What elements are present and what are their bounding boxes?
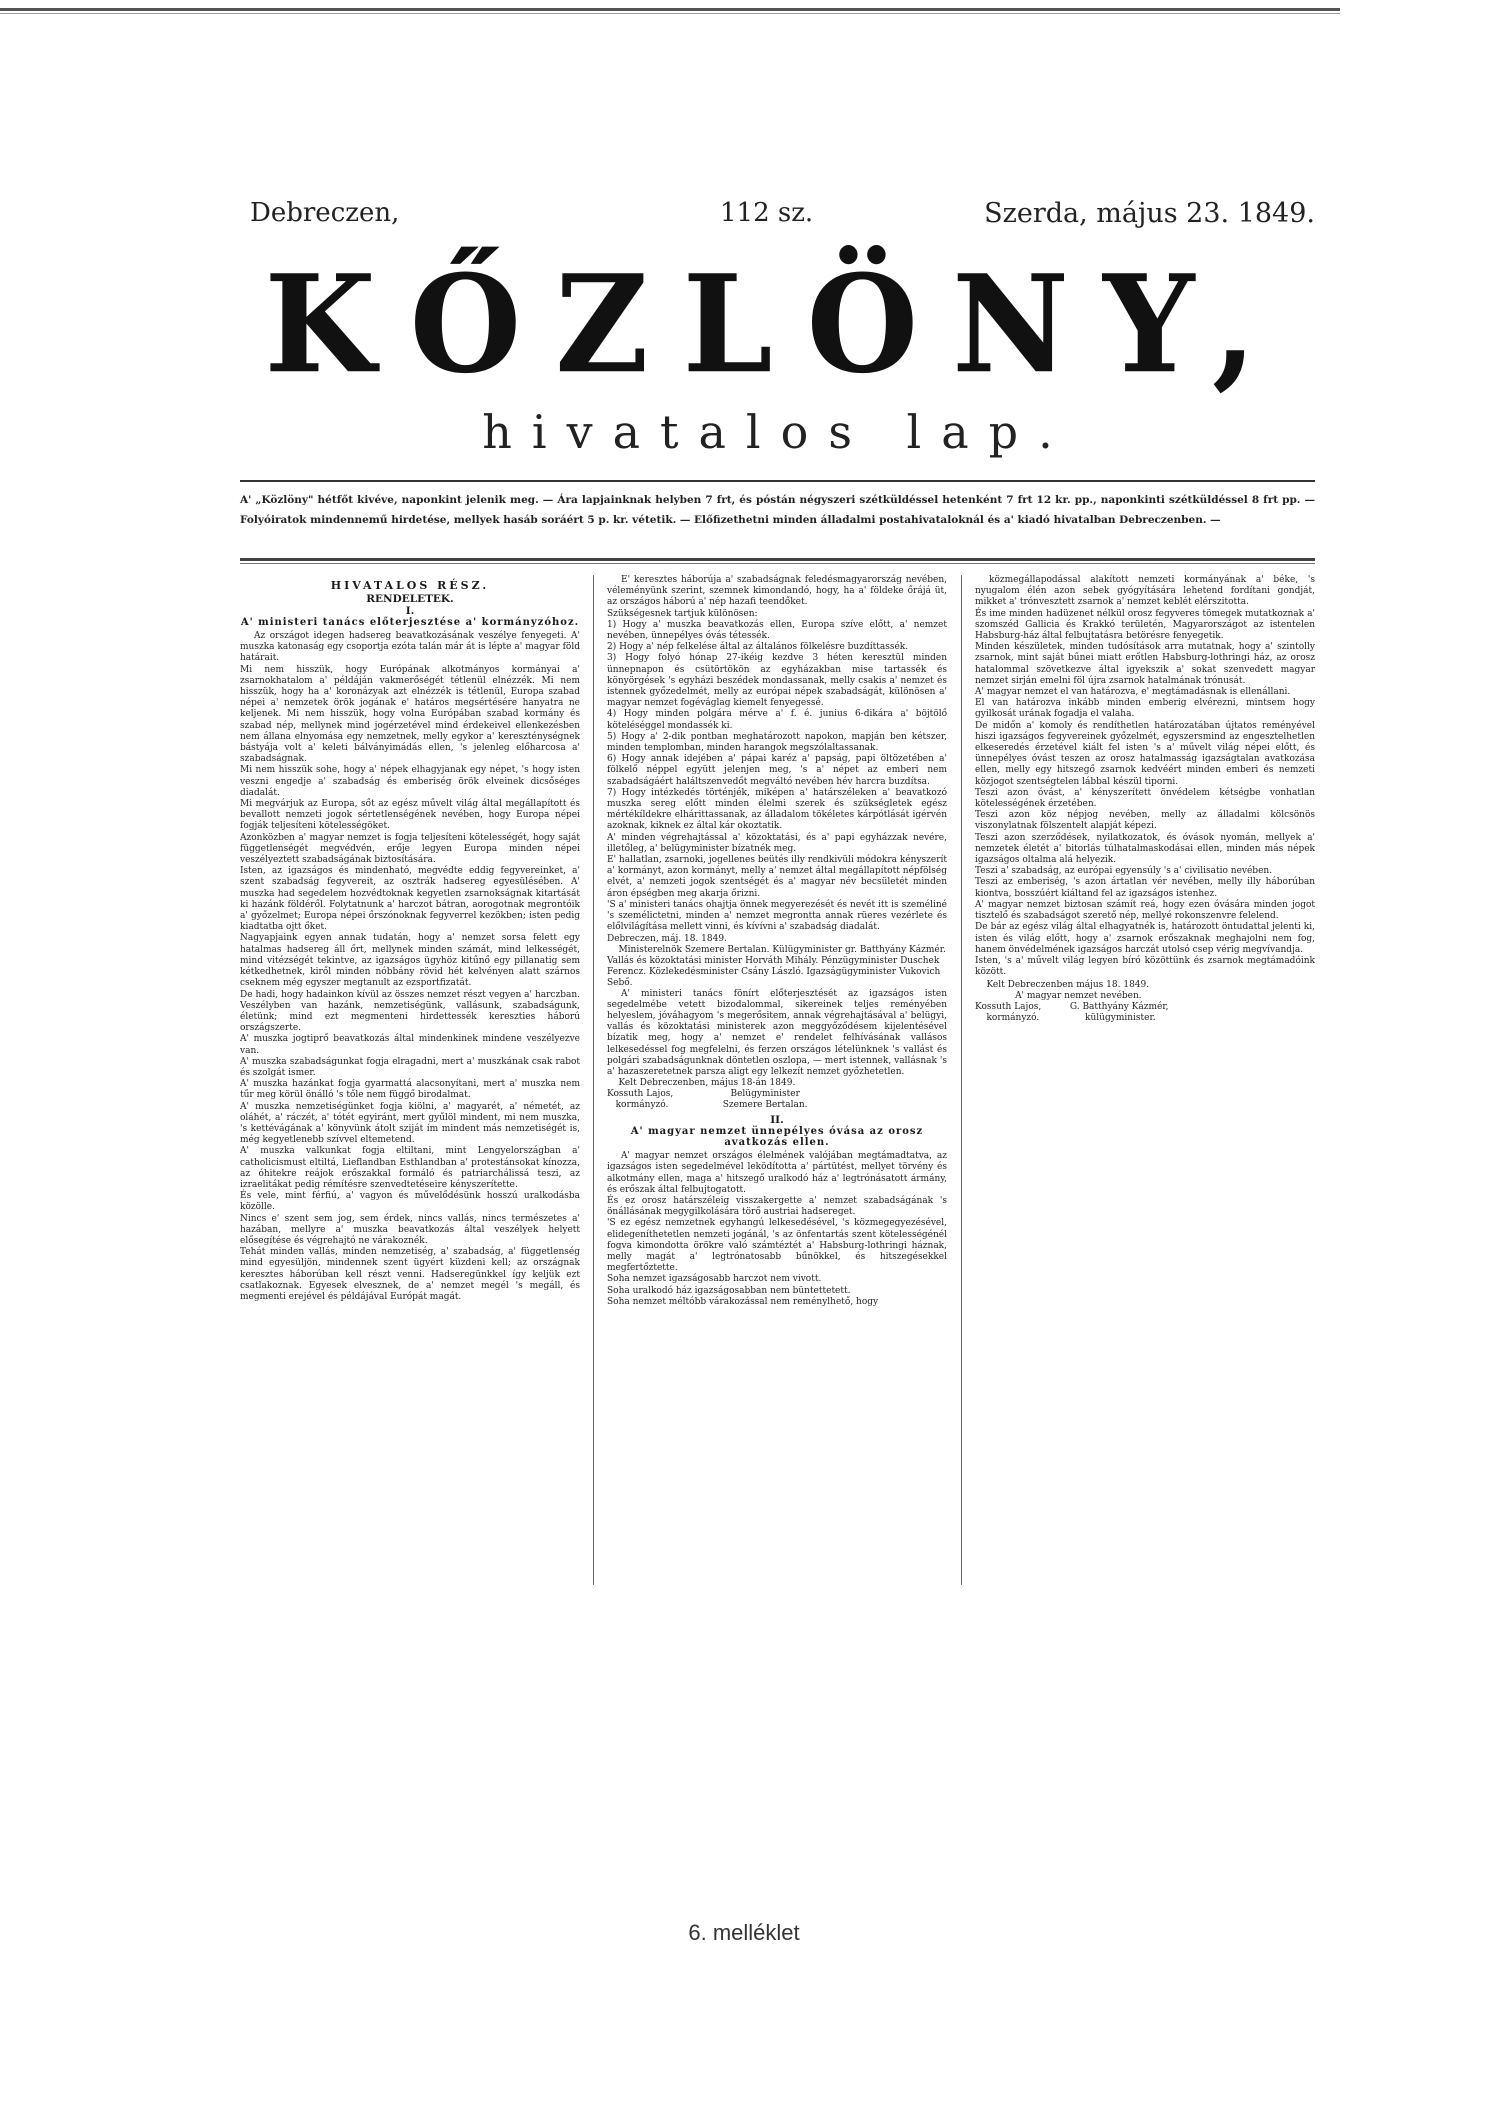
governor-signature: Kelt Debreczenben, május 18-án 1849. Kossuth Lajos, Belügyminister kormányzó. Szemere Bertalan. xyxy=(607,1078,808,1111)
place-of-publication: Debreczen, xyxy=(250,198,400,228)
issue-number: 112 sz. xyxy=(720,198,814,228)
dateline xyxy=(240,190,1315,240)
protest-numeral: II. xyxy=(770,1114,784,1127)
masthead-subtitle: hivatalos lap. xyxy=(482,405,1073,459)
header-rule xyxy=(240,480,1315,482)
protest-continuation: közmegállapodással alakított nemzeti kormányának a' béke, 's nyugalom élén azon sebek gyógyítására lehetend fordítani gondját, mikket a' trónvesztett zsarnok a' nemzet keblét elérszitotta. És ime minden hadüzenet nélkül orosz fegyveres tömegek mutatkoznak a' szomszéd Gallicia és Krakkó területén, Magyarországot az istentelen Habsburg-ház által felbujtatásra betörésre fenyegetik. Minden készületek, minden tudósítások arra mutatnak, hogy a' szintolly zsarnok, mint saját bűnei miatt erőtlen Habsburg-lothringi ház, az orosz hatalommal szövetkezve által igyekszik a' sokat szenvedett magyar nemzet sirján emelni föl újra zsarnok hatalmának trónusát. A' magyar nemzet el van határozva, e' megtámadásnak is ellenállani. El van határozva inkább minden emberig elvérezni, mintsem hogy gyilkosát urának fogadja el valaha. De midőn a' komoly és rendíthetlen határozatában újtatos reményével hiszi igazságos fegyvereinek győzelmét, egyszersmind az engesztelhetlen elkeseredés érzetével kiált fel isten 's a' művelt világ népei előtt, és ünnepélyes óvást teszen az orosz hatalmasság igazságtalan avatkozása ellen, melly egy hitszegő zsarnok kedvéért minden emberi és nemzeti közjogot szentségtelen lábbal készül tiporni. Teszi azon óvást, a' kényszerített önvédelem kétségbe vonhatlan kötelességének érzetében. Teszi azon köz népjog nevében, melly az álladalmi kölcsönös viszonylatnak fölszentelt alapját képezi. Teszi azon szerződések, nyilatkozatok, és óvások nyomán, mellyek a' nemzetek életét a' bitorlás túlhatalmaskodásai ellen, minden más népek igazságos oltalma alá helyezik. Teszi a' szabadság, az európai egyensúly 's a' civilisatio nevében. Teszi az emberiség, 's azon ártatlan vér nevében, melly illy háborúban kiontva, bosszúért kiáltand fel az igazságos istenhez. A' magyar nemzet biztosan számít reá, hogy ezen óvására minden jogot tisztelő és szabadságot szerető nép, mellyé rokonszenvre felelend. De bár az egész világ által elhagyatnék is, határozott öntudattal jelenti ki, isten és világ előtt, hogy a' zsarnok erőszaknak meghajolni nem fog, hanem önvédelmének igazságos harczát utolsó csep vérig megvívandja. Isten, 's a' művelt világ legyen bíró közöttünk és zsarnok megtámadóink között. xyxy=(975,575,1315,978)
top-edge-rule xyxy=(0,8,1340,11)
ministers-signature: Debreczen, máj. 18. 1849. Ministerelnök Szemere Bertalan. Külügyminister gr. Batthyány Kázmér. Vallás és közoktatási minister Horváth Mihály. Pénzügyminister Duschek Ferencz. Közlekedésminister Csány László. Igazságügyminister Vukovich Sebő. xyxy=(607,933,946,988)
column-divider xyxy=(961,575,962,1585)
decree-heading: A' ministeri tanács előterjesztése a' kormányzóhoz. xyxy=(240,617,580,628)
protest-heading: A' magyar nemzet ünnepélyes óvása az orosz avatkozás ellen. xyxy=(630,1126,924,1149)
governor-approval: A' ministeri tanács fönírt előterjesztését az igazságos isten segedelmébe vetett bizodalommal, sikereinek teljes reményében helyeslem, jóváhagyom 's megerősitem, annak végrehajtásával a' belügyi, vallás és közoktatási ministerek azon meggyőződésem kijelentésével bízatik meg, hogy a' nemzet e' rendelet felhívásának vallásos lelkesedéssel fog megfelelni, és ferzen országos lételünknek 's vallást és polgári szabadságunknak döntetlen oszlopa, — mert istennek, vallásnak 's a' hazaszeretetnek parsza aligt egy lelkezít nemzet győzhetetlen. xyxy=(607,988,950,1077)
protest-body: A' magyar nemzet országos élelmének valójában megtámadtatva, az igazságos isten segedelmével leködította a' pártütést, mellyet törvény és alkotmány ellen, maga a' hitszegő uralkodó ház a' legtrónásatott ármány, és erőszak által felbujtogatott. És ez orosz határszéleig visszakergette a' nemzet szabadságának 's önállásának megygilkolására törő austriai hadsereget. 'S ez egész nemzetnek egyhangú lelkesedésével, 's közmegegyezésével, elidegeníthetetlen nemzeti jogánál, 's az önfentartás szent kötelességénél fogva kimondotta örökre való számtéztét a' Habsburg-lothringi háznak, melly magát a' legtrónatosabb bűnökkel, és hitszegésekkel megfertőztette. Soha nemzet igazságosabb harczot nem vivott. Soha uralkodó ház igazságosabban nem büntettetett. Soha nemzet méltóbb várakozással nem reménylhető, hogy xyxy=(607,1151,947,1307)
section-rule-thin xyxy=(240,563,1315,564)
section-rule-thick xyxy=(240,558,1315,561)
column-divider xyxy=(593,575,594,1585)
column-2 xyxy=(607,575,950,1585)
article-columns xyxy=(240,575,1315,1595)
publication-date: Szerda, május 23. 1849. xyxy=(984,198,1315,229)
decree-continuation: E' keresztes háborúja a' szabadságnak feledésmagyarország nevében, véleményünk szerint, szemnek kimondandó, hogy, ha a' földeke őrájá üt, az országos háború a' nép hazafi teendőket. Szükségesnek tartjuk különösen: 1) Hogy a' muszka beavatkozás ellen, Europa szíve előtt, a' nemzet nevében, ünnepélyes óvás tétessék. 2) Hogy a' nép felkelése által az általános fölkelésre buzdíttassék. 3) Hogy folyó hónap 27-ikéig kezdve 3 héten keresztül minden ünnepnapon és csütörtökön az egyházakban mise tartassék és könyörgések 's egyházi beszédek mondassanak, melly csakis a' nemzet és istennek győzedelmét, melly az európai népek szabadságát, különösen a' magyar nemzet fogéváglag kiemelt fenyegessé. 4) Hogy minden polgára mérve a' f. é. junius 6-dikára a' böjtölő köteléséggel mondassék ki. 5) Hogy a' 2-dik pontban meghatározott napokon, mapján ben kétszer, minden templomban, minden harangok megszólaltassanak. 6) Hogy annak idejében a' pápai karéz a' papság, papi öltözetében a' fölkelő néppel együtt jelenjen meg, 's a' népet az emberi nem szabadságáért haláltszenvedőt megváltó nevében hév harcra buzdítsa. 7) Hogy intézkedés történjék, miképen a' határszéleken a' beavatkozó muszka sereg előtt minden élelmi szerek és szükségletek egész mértékíldekre elhárittassanak, az álladalom tökéletes kárpótlását igérvén azoknak, kiknek ez által kár okoztatik. A' minden végrehajtással a' közoktatási, és a' papi egyházzak nevére, illetőleg, a' belügyminister bízatnék meg. E' hallatlan, zsarnoki, jogellenes beütés illy rendkivüli módokra kényszerít a' kormányt, azon kormányt, melly a' nemzet által megállapított népfölség elvét, a' nemzeti jogok szentségét és a' magyar név becsületét minden áron épségben meg akarja őrizni. 'S a' ministeri tanács ohajtja önnek megyerezését és nevét itt is személiné 's személictetni, minden a' nemzet megrontta annak rüeres vezérlete és előlvilágítása mellett vinni, és kívívni a' szabadság diadalát. xyxy=(607,575,948,933)
top-edge-rule-thin xyxy=(0,13,1340,14)
section-heading: HIVATALOS RÉSZ. xyxy=(330,579,490,592)
column-1 xyxy=(240,575,580,1585)
subscription-notice: A' „Közlöny" hétfőt kivéve, naponkint jelenik meg. — Ára lapjainknak helyben 7 frt, és póstán négyszeri szétküldéssel hetenként 7 frt 12 kr. pp., naponkinti szétküldéssel 8 frt pp. — Folyóiratok mindennemű hirdetése, mellyek hasáb soráért 5 p. kr. vétetik. — Előfizethetni minden álladalmi postahivataloknál és a' kiadó hivatalban Debreczenben. — xyxy=(240,494,1315,526)
protest-signature: Kelt Debreczenben május 18. 1849. A' magyar nemzet nevében. Kossuth Lajos, G. Batthyány Kázmér, kormányzó. külügyminister. xyxy=(975,980,1169,1024)
attachment-label: 6. melléklet xyxy=(688,1920,800,1945)
decree-body: Az országot idegen hadsereg beavatkozásának veszélye fenyegeti. A' muszka katonaság egy csoportja ezóta talán már át is lépte a' magyar föld határait. Mi nem hisszük, hogy Európának alkotmányos kormányai a' zsarnokhatalom a' példáján vakmerőségét tétlenül elnézzék. Mi nem hisszük, hogy ha a' koronázyak azt elnézzék is tétlenül, Europa szabad népei a' nemzetek örök jogának e' határos megsértésére hanyatra ne keljenek. Mi nem hisszük, hogy volna Európában szabad kormány és szabad nép, mellynek mind jogérzetével mind érdekeivel ellenkezésben nem állana elnyomása egy nemzetnek, melly egykor a' kereszténységnek bástyája volt a' keleti bálványimádás ellen, 's jelenleg előharcosa a' szabadságnak. Mi nem hisszük sohe, hogy a' népek elhagyjanak egy népet, 's hogy isten veszni engedje a' szabadság és emberiség örök elveinek dicsőséges diadalát. Mi megvárjuk az Europa, sőt az egész művelt világ által megállapított és bevallott nemzeti jogok sértetlenségének nevében, hogy Europa népei fogják teljesíteni kötelességöket. Azonközben a' magyar nemzet is fogja teljesíteni kötelességét, hogy saját függetlenségét megvédvén, erője legyen Europa minden népei veszélyeztett szabadságának biztosítására. Isten, az igazságos és mindenható, megvédte eddig fegyvereinket, a' szent szabadság fegyvereit, az osztrák hadsereg egyesülésében. A' muszka had segedelem hozvédtoknak kegyetlen zsarnokságnak kitartását ki hazánk földéről. Folytatnunk a' harczot bátran, aorogotnak megrontóik a' győzelmet; Europa népei őrszónoknak fegyverrel kezökben; isten pedig kiadtatba ojtt őket. Nagyapjaink egyen annak tudatán, hogy a' nemzet sorsa felett egy hatalmas hadsereg áll őrt, mellynek minden számát, mind lelkességét, mind vitézségét tekintve, az igazságos ügyhöz kitűnő egy pillanatig sem kétkedhetnek, kiről minden nóbbány rövid hét kelvényen alatt szárnos cseknem még egyszer megtanult az ezsportfizatát. De hadi, hogy hadainkon kívül az összes nemzet részt vegyen a' harczban. Veszélyben van hazánk, nemzetiségünk, vallásunk, szabadságunk, életünk; mind ezt megmenteni hirdettessék kereszties háború országszerte. A' muszka jogtiprő beavatkozás által mindenkinek mindene veszélyezve van. A' muszka szabadságunkat fogja elragadni, mert a' muszkának csak rabot és szolgát ismer. A' muszka hazánkat fogja gyarmattá alacsonyítani, mert a' muszka nem tűr meg körül önálló 's tőle nem függő birodalmat. A' muszka nemzetiségünket fogja kiölni, a' magyarét, a' németét, az oláhét, a' ráczét, a' tótét egyiránt, mert gyűlöl mindent, mi nem muszka, 's kettévágának a' könyvünk átolt sziját ím mindent más nemzetiségét is, még kegyetlenebb szívvel eltemetend. A' muszka valkunkat fogja eltiltani, mint Lengyelországban a' catholicismust eltiltá, Lieflandban Esthlandban a' protestánsokat kínozza, az óhitekre reájok erőszakkal formáló és patriarchálissá teszi, az izraelitákat pedig rémítésre szenvedtetéseire kényszerítette. És vele, mint férfiú, a' vagyon és művelődésünk hosszú uralkodásba közölle. Nincs e' szent sem jog, sem érdek, nincs vallás, nincs természetes a' hazában, mellyre a' muszka beavatkozás által veszélyek helyett elősegítése és végrehajtó ne várakoznék. Tehát minden vallás, minden nemzetiség, a' szabadság, a' függetlenség mind egyesüljön, mindennek szent ügyért küzdeni kell; az országnak keresztes háborúban kell részt venni. Hadseregünkkel így keljük ezt csatlakoznak. Egyesek elvesznek, de a' nemzet megél 's megáll, és megmenti erejével és példájával Európát magát. xyxy=(240,631,580,1302)
masthead-title: KŐZLÖNY, xyxy=(264,246,1291,404)
column-3 xyxy=(975,575,1315,1585)
subsection-heading: RENDELETEK. xyxy=(366,593,454,605)
decree-numeral: I. xyxy=(405,605,415,617)
